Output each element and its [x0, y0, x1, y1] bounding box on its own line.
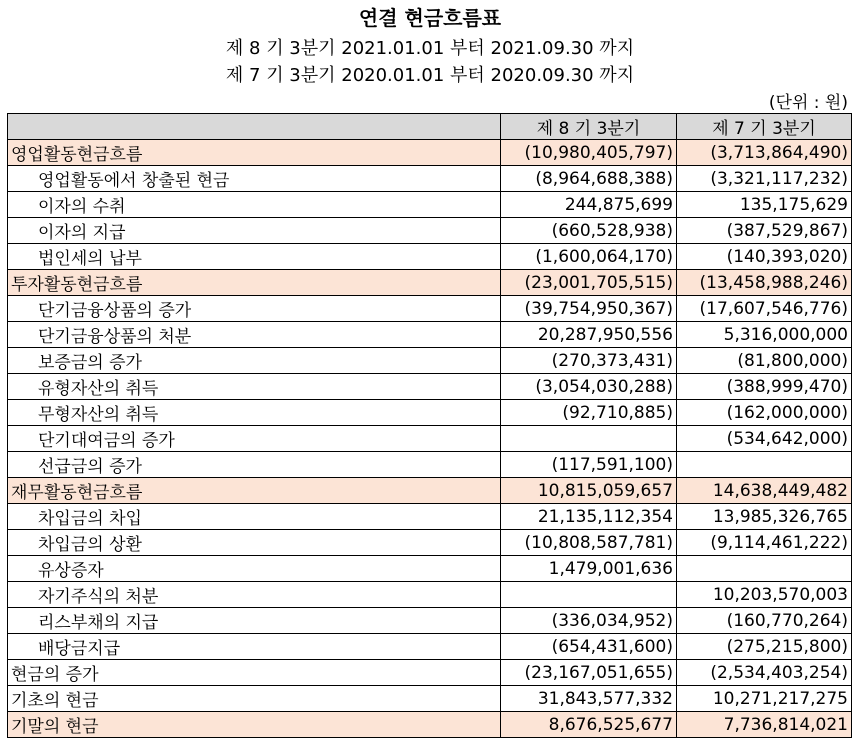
row-label: 차입금의 상환 — [8, 530, 501, 556]
current-period-value: (3,054,030,288) — [501, 374, 677, 400]
prior-period-value: (2,534,403,254) — [677, 660, 852, 686]
prior-period-value: 5,316,000,000 — [677, 322, 852, 348]
cash-flow-table — [7, 113, 852, 738]
header-current-period: 제 8 기 3분기 — [501, 114, 677, 140]
table-row — [8, 218, 852, 244]
current-period-value: (270,373,431) — [501, 348, 677, 374]
period-prior: 제 7 기 3분기 2020.01.01 부터 2020.09.30 까지 — [225, 65, 635, 86]
current-period-value: (23,001,705,515) — [501, 270, 677, 296]
row-label: 리스부채의 지급 — [8, 608, 501, 634]
row-label: 유상증자 — [8, 556, 501, 582]
current-period-value: (336,034,952) — [501, 608, 677, 634]
table-row — [8, 296, 852, 322]
header-label-cell — [8, 114, 501, 140]
prior-period-value — [677, 556, 852, 582]
prior-period-value: 13,985,326,765 — [677, 504, 852, 530]
row-label: 유형자산의 취득 — [8, 374, 501, 400]
current-period-value: (10,808,587,781) — [501, 530, 677, 556]
row-label: 법인세의 납부 — [8, 244, 501, 270]
current-period-value: 20,287,950,556 — [501, 322, 677, 348]
header-prior-period: 제 7 기 3분기 — [677, 114, 852, 140]
table-row — [8, 556, 852, 582]
table-row — [8, 374, 852, 400]
period-current: 제 8 기 3분기 2021.01.01 부터 2021.09.30 까지 — [225, 38, 635, 59]
prior-period-value: 10,203,570,003 — [677, 582, 852, 608]
row-label: 무형자산의 취득 — [8, 400, 501, 426]
table-row — [8, 582, 852, 608]
row-label: 재무활동현금흐름 — [8, 478, 501, 504]
current-period-value: (92,710,885) — [501, 400, 677, 426]
table-row — [8, 634, 852, 660]
prior-period-value: (3,713,864,490) — [677, 140, 852, 166]
prior-period-value: (162,000,000) — [677, 400, 852, 426]
prior-period-value: (81,800,000) — [677, 348, 852, 374]
row-label: 투자활동현금흐름 — [8, 270, 501, 296]
statement-title: 연결 현금흐름표 — [358, 6, 502, 30]
table-row — [8, 400, 852, 426]
row-label: 현금의 증가 — [8, 660, 501, 686]
current-period-value: (8,964,688,388) — [501, 166, 677, 192]
prior-period-value: (387,529,867) — [677, 218, 852, 244]
current-period-value: 10,815,059,657 — [501, 478, 677, 504]
prior-period-value: (9,114,461,222) — [677, 530, 852, 556]
prior-period-value: 10,271,217,275 — [677, 686, 852, 712]
prior-period-value: (275,215,800) — [677, 634, 852, 660]
table-row — [8, 244, 852, 270]
row-label: 기초의 현금 — [8, 686, 501, 712]
current-period-value: (23,167,051,655) — [501, 660, 677, 686]
row-label: 단기금융상품의 증가 — [8, 296, 501, 322]
row-label: 영업활동에서 창출된 현금 — [8, 166, 501, 192]
table-row — [8, 322, 852, 348]
table-row — [8, 712, 852, 738]
row-label: 선급금의 증가 — [8, 452, 501, 478]
current-period-value: 1,479,001,636 — [501, 556, 677, 582]
table-row — [8, 660, 852, 686]
table-row — [8, 270, 852, 296]
current-period-value: (654,431,600) — [501, 634, 677, 660]
current-period-value: (117,591,100) — [501, 452, 677, 478]
table-row — [8, 452, 852, 478]
prior-period-value: (388,999,470) — [677, 374, 852, 400]
row-label: 단기대여금의 증가 — [8, 426, 501, 452]
current-period-value: 8,676,525,677 — [501, 712, 677, 738]
unit-label: (단위 : 원) — [768, 93, 848, 113]
current-period-value: 244,875,699 — [501, 192, 677, 218]
prior-period-value: (13,458,988,246) — [677, 270, 852, 296]
row-label: 기말의 현금 — [8, 712, 501, 738]
row-label: 이자의 수취 — [8, 192, 501, 218]
current-period-value: (10,980,405,797) — [501, 140, 677, 166]
current-period-value: (39,754,950,367) — [501, 296, 677, 322]
table-row — [8, 426, 852, 452]
prior-period-value: 7,736,814,021 — [677, 712, 852, 738]
prior-period-value: (140,393,020) — [677, 244, 852, 270]
row-label: 보증금의 증가 — [8, 348, 501, 374]
table-row — [8, 478, 852, 504]
current-period-value: (1,600,064,170) — [501, 244, 677, 270]
row-label: 자기주식의 처분 — [8, 582, 501, 608]
table-row — [8, 504, 852, 530]
table-row — [8, 608, 852, 634]
row-label: 단기금융상품의 처분 — [8, 322, 501, 348]
current-period-value: (660,528,938) — [501, 218, 677, 244]
table-row — [8, 530, 852, 556]
row-label: 영업활동현금흐름 — [8, 140, 501, 166]
table-row — [8, 166, 852, 192]
current-period-value — [501, 426, 677, 452]
current-period-value: 21,135,112,354 — [501, 504, 677, 530]
prior-period-value: (534,642,000) — [677, 426, 852, 452]
prior-period-value: 135,175,629 — [677, 192, 852, 218]
prior-period-value: (3,321,117,232) — [677, 166, 852, 192]
row-label: 배당금지급 — [8, 634, 501, 660]
row-label: 차입금의 차입 — [8, 504, 501, 530]
prior-period-value: (17,607,546,776) — [677, 296, 852, 322]
table-row — [8, 140, 852, 166]
table-row — [8, 348, 852, 374]
row-label: 이자의 지급 — [8, 218, 501, 244]
prior-period-value: (160,770,264) — [677, 608, 852, 634]
current-period-value: 31,843,577,332 — [501, 686, 677, 712]
prior-period-value — [677, 452, 852, 478]
current-period-value — [501, 582, 677, 608]
table-row — [8, 192, 852, 218]
table-row — [8, 686, 852, 712]
prior-period-value: 14,638,449,482 — [677, 478, 852, 504]
table-header-row — [8, 114, 852, 140]
